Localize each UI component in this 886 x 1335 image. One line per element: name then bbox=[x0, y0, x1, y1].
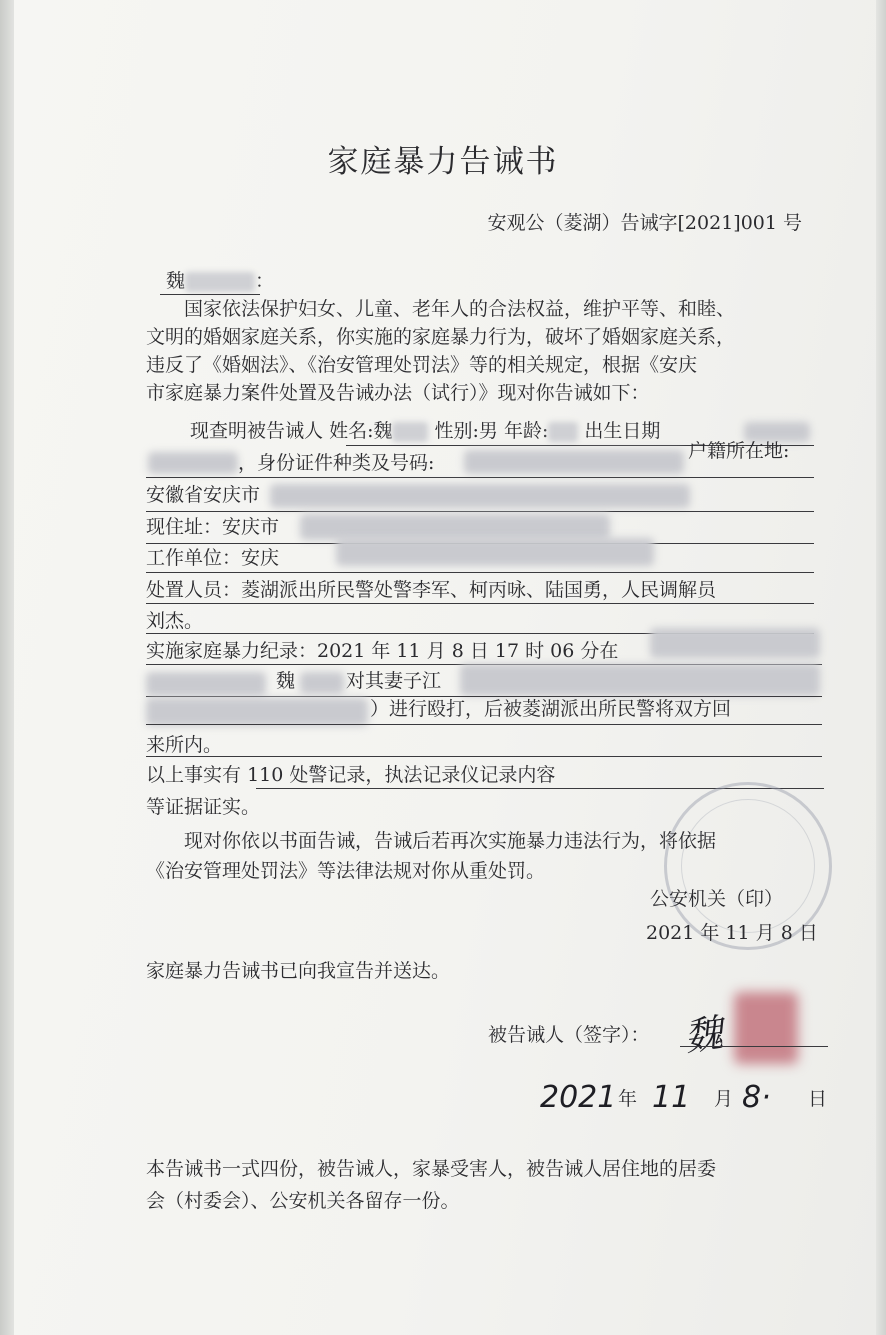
record-line4-rule bbox=[146, 756, 822, 757]
redacted-id-number bbox=[464, 450, 684, 474]
salutation-underline bbox=[160, 294, 260, 295]
redacted-name bbox=[185, 272, 255, 292]
record-line3: ）进行殴打，后被菱湖派出所民警将双方回 bbox=[370, 698, 732, 720]
signature: 魏 bbox=[681, 1010, 726, 1060]
info-gender-age: 性别:男 年龄: bbox=[434, 420, 549, 442]
evidence-line2: 等证据证实。 bbox=[146, 796, 261, 818]
handlers-line1: 处置人员：菱湖派出所民警处警李军、柯丙咏、陆国勇，人民调解员 bbox=[146, 579, 717, 601]
para1-line1: 国家依法保护妇女、儿童、老年人的合法权益，维护平等、和睦、 bbox=[184, 298, 736, 320]
record-line4: 来所内。 bbox=[146, 734, 223, 756]
page-edge-right bbox=[876, 0, 886, 1335]
info-line2-rule bbox=[146, 477, 814, 478]
page-edge-left bbox=[0, 0, 14, 1335]
info-hukou-address: 安徽省安庆市 bbox=[146, 484, 261, 506]
footer-line2: 会（村委会）、公安机关各留存一份。 bbox=[146, 1190, 460, 1212]
issue-date: 2021 年 11 月 8 日 bbox=[646, 922, 818, 944]
handwritten-month: 11 bbox=[652, 1080, 691, 1115]
evidence-items: 110 处警记录，执法记录仪记录内容 bbox=[247, 764, 556, 786]
redacted-hukou bbox=[270, 484, 690, 508]
handwritten-day: 8· bbox=[742, 1080, 771, 1115]
redacted-current-address bbox=[300, 514, 610, 540]
redacted-location-cont bbox=[146, 672, 266, 696]
redacted-age bbox=[548, 422, 578, 442]
record-line1: 实施家庭暴力纪录：2021 年 11 月 8 日 17 时 06 分在 bbox=[146, 640, 619, 662]
redacted-victim bbox=[460, 664, 820, 696]
redacted-name-2 bbox=[392, 422, 428, 442]
redacted-victim-cont bbox=[146, 698, 368, 726]
footer-line1: 本告诫书一式四份，被告诫人，家暴受害人，被告诫人居住地的居委 bbox=[146, 1158, 717, 1180]
warning-line1: 现对你依以书面告诫，告诫后若再次实施暴力违法行为，将依据 bbox=[184, 830, 717, 852]
info-employer: 工作单位：安庆 bbox=[146, 547, 280, 569]
info-birthdate-label: 出生日期 bbox=[584, 420, 661, 442]
delivered-statement: 家庭暴力告诫书已向我宣告并送达。 bbox=[146, 960, 451, 982]
record-line2-wife: 对其妻子江 bbox=[346, 670, 442, 692]
handlers-line1-rule bbox=[146, 603, 814, 604]
info-line5-rule bbox=[146, 572, 814, 573]
salutation-name: 魏 bbox=[166, 270, 186, 292]
handlers-line2: 刘杰。 bbox=[146, 610, 204, 632]
redacted-name-3 bbox=[300, 672, 344, 694]
info-id-label: ，身份证件种类及号码: bbox=[238, 452, 435, 474]
month-label: 月 bbox=[714, 1088, 734, 1110]
document-number: 安观公（菱湖）告诫字[2021]001 号 bbox=[487, 212, 802, 234]
info-hukou-label: 户籍所在地: bbox=[688, 440, 790, 462]
redacted-signature bbox=[734, 992, 798, 1064]
info-line1: 现查明被告诫人 姓名:魏 性别:男 年龄: 出生日期 bbox=[190, 420, 661, 442]
evidence-line1: 以上事实有 110 处警记录，执法记录仪记录内容 bbox=[146, 764, 556, 786]
warning-line2: 《治安管理处罚法》等法律法规对你从重处罚。 bbox=[146, 860, 546, 882]
redacted-birthdate-cont bbox=[148, 452, 238, 474]
signature-label: 被告诫人（签字）： bbox=[488, 1024, 650, 1046]
authority-seal-label: 公安机关（印） bbox=[650, 888, 784, 910]
info-line3-rule bbox=[146, 511, 814, 512]
redacted-location bbox=[650, 628, 820, 658]
document-title: 家庭暴力告诫书 bbox=[327, 144, 559, 180]
day-label: 日 bbox=[808, 1088, 828, 1110]
handwritten-year: 2021 bbox=[540, 1080, 617, 1115]
salutation: 魏 ： bbox=[166, 270, 275, 292]
redacted-employer bbox=[336, 538, 654, 566]
para1-line3: 违反了《婚姻法》、《治安管理处罚法》等的相关规定，根据《安庆 bbox=[146, 354, 698, 376]
info-current-address: 现住址：安庆市 bbox=[146, 516, 280, 538]
record-line3-rule bbox=[146, 724, 822, 725]
year-label: 年 bbox=[618, 1088, 638, 1110]
record-line2-name: 魏 bbox=[276, 670, 296, 692]
signature-rule bbox=[680, 1046, 828, 1047]
info-name: 姓名:魏 bbox=[329, 420, 393, 442]
para1-line2: 文明的婚姻家庭关系，你实施的家庭暴力行为，破坏了婚姻家庭关系， bbox=[146, 326, 736, 348]
para1-line4: 市家庭暴力案件处置及告诫办法（试行）》现对你告诫如下： bbox=[146, 382, 650, 404]
